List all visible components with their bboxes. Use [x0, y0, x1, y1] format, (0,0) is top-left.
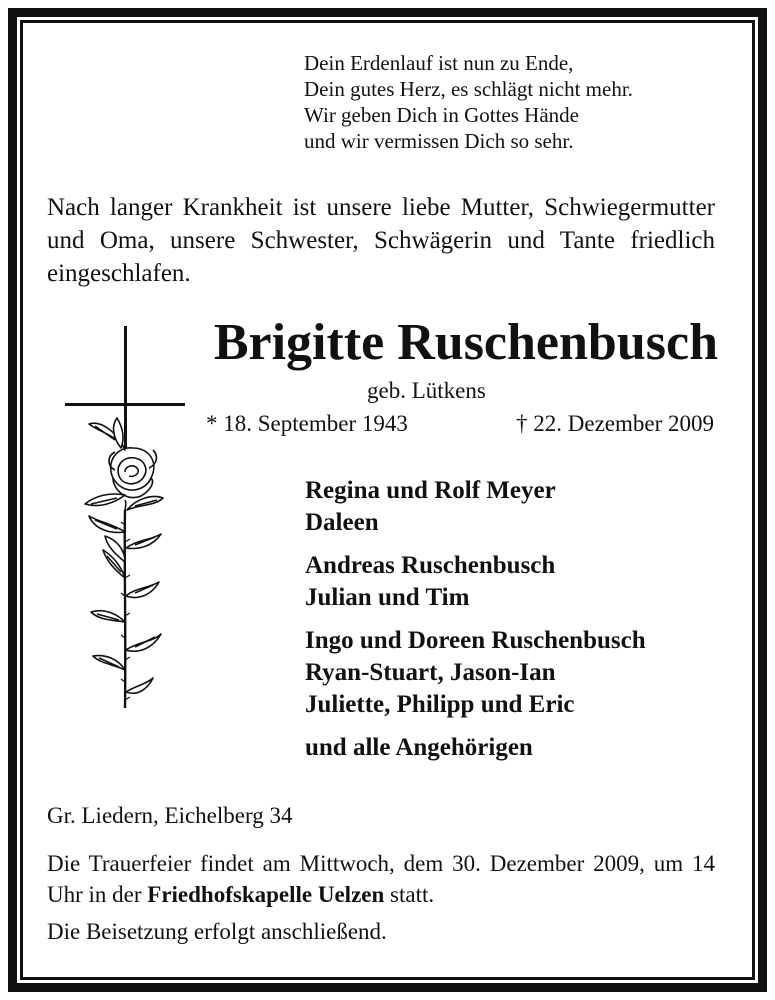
poem-line: und wir vermissen Dich so sehr. [304, 129, 574, 153]
funeral-service-info [47, 848, 715, 910]
intro-text: Nach langer Krankheit ist unsere liebe Mutter, Schwiegermutter und Oma, unsere Schwester, Schwägerin und Tante friedlich eingeschlafen. [47, 194, 715, 287]
family-list [305, 475, 646, 775]
death-date: † 22. Dezember 2009 [516, 411, 714, 436]
family-group [305, 625, 646, 721]
burial-info: Die Beisetzung erfolgt anschließend. [47, 919, 387, 944]
family-group [305, 475, 646, 539]
service-text-pre: Die Trauerfeier findet am Mittwoch, dem 30. Dezember 2009, um 14 Uhr in der [47, 851, 715, 907]
family-line: und alle Angehörigen [305, 734, 533, 761]
poem [304, 50, 633, 154]
cross-icon [65, 326, 185, 456]
deceased-name: Brigitte Ruschenbusch [213, 314, 718, 371]
family-line: Daleen [305, 509, 379, 536]
family-line: Andreas Ruschenbusch [305, 552, 556, 579]
maiden-name: geb. Lütkens [367, 378, 486, 403]
family-line: Julian und Tim [305, 584, 470, 611]
family-line: Ingo und Doreen Ruschenbusch [305, 627, 646, 654]
poem-line: Dein gutes Herz, es schlägt nicht mehr. [304, 77, 633, 101]
family-group [305, 550, 646, 614]
birth-date: * 18. September 1943 [206, 411, 408, 436]
family-line: Juliette, Philipp und Eric [305, 691, 575, 718]
family-line: Ryan-Stuart, Jason-Ian [305, 659, 556, 686]
poem-line: Wir geben Dich in Gottes Hände [304, 103, 579, 127]
address: Gr. Liedern, Eichelberg 34 [47, 803, 293, 828]
service-text-post: statt. [390, 882, 435, 907]
family-line: Regina und Rolf Meyer [305, 477, 556, 504]
poem-line: Dein Erdenlauf ist nun zu Ende, [304, 51, 574, 75]
cross-and-rose [55, 320, 195, 720]
service-location: Friedhofskapelle Uelzen [147, 882, 385, 907]
rose-icon [85, 418, 163, 708]
life-dates [206, 410, 714, 438]
family-group [305, 732, 646, 764]
